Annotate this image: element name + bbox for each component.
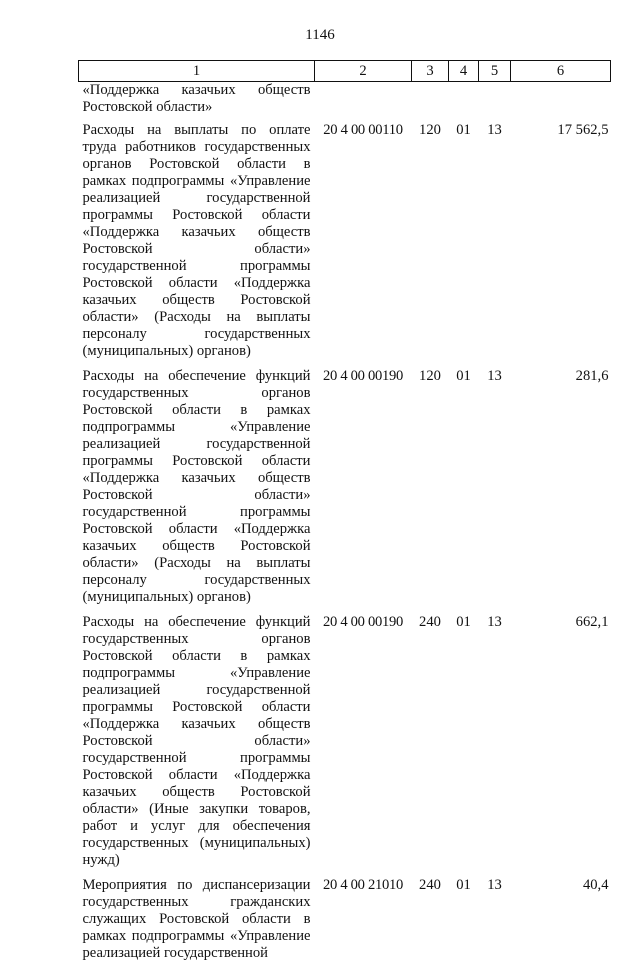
header-col-3: 3	[412, 61, 449, 82]
row-pr: 13	[487, 877, 502, 893]
row-vr: 120	[419, 122, 441, 138]
row-code: 20 4 00 00110	[323, 122, 403, 138]
row-vr: 240	[419, 877, 441, 893]
budget-table	[78, 60, 611, 970]
table-row	[79, 614, 611, 877]
header-col-1: 1	[79, 61, 315, 82]
row-description: «Поддержка казачьих обществ Ростовской области»	[82, 82, 311, 115]
row-amount: 17 562,5	[557, 122, 609, 138]
row-pr	[479, 82, 511, 123]
row-vr	[412, 82, 449, 123]
row-rz: 01	[456, 122, 471, 138]
header-col-2: 2	[315, 61, 412, 82]
row-code: 20 4 00 00190	[322, 368, 403, 384]
row-code: 20 4 00 21010	[322, 877, 403, 893]
row-amount: 281,6	[575, 368, 609, 384]
row-description: Расходы на обеспечение функций государственных органов Ростовской области в рамках подпрограммы «Управление реализацией государственной программы Ростовской области «Поддержка казачьих обществ Ростовской области» государственной программы Ростовской области «Поддержка казачьих обществ Ростовской области» (Иные закупки товаров, работ и услуг для обеспечения государственных (муниципальных) нужд)	[82, 614, 311, 868]
row-code	[315, 82, 412, 123]
row-amount	[511, 82, 611, 123]
header-col-6: 6	[511, 61, 611, 82]
header-col-5: 5	[479, 61, 511, 82]
row-description: Мероприятия по диспансеризации государственных гражданских служащих Ростовской области в рамках подпрограммы «Управление реализацией государственной	[82, 877, 311, 961]
row-vr: 120	[419, 368, 441, 384]
row-description: Расходы на обеспечение функций государственных органов Ростовской области в рамках подпрограммы «Управление реализацией государственной программы Ростовской области «Поддержка казачьих обществ Ростовской области» государственной программы Ростовской области «Поддержка казачьих обществ Ростовской области» (Расходы на выплаты персоналу государственных (муниципальных) органов)	[82, 368, 311, 605]
row-rz	[449, 82, 479, 123]
row-pr: 13	[487, 614, 502, 630]
row-description: Расходы на выплаты по оплате труда работников государственных органов Ростовской области в рамках подпрограммы «Управление реализацией государственной программы Ростовской области «Поддержка казачьих обществ Ростовской области» государственной программы Ростовской области «Поддержка казачьих обществ Ростовской области» (Расходы на выплаты персоналу государственных (муниципальных) органов)	[82, 122, 311, 359]
table-row	[79, 122, 611, 368]
row-pr: 13	[487, 122, 502, 138]
page-number: 1146	[305, 27, 335, 43]
row-vr: 240	[419, 614, 441, 630]
row-code: 20 4 00 00190	[322, 614, 403, 630]
row-amount: 40,4	[582, 877, 609, 893]
row-amount: 662,1	[575, 614, 609, 630]
header-col-4: 4	[449, 61, 479, 82]
table-row	[79, 877, 611, 970]
table-row	[79, 82, 611, 123]
row-rz: 01	[456, 877, 471, 893]
table-row	[79, 368, 611, 614]
table-header	[79, 61, 611, 82]
row-rz: 01	[456, 368, 471, 384]
row-rz: 01	[456, 614, 471, 630]
row-pr: 13	[487, 368, 502, 384]
